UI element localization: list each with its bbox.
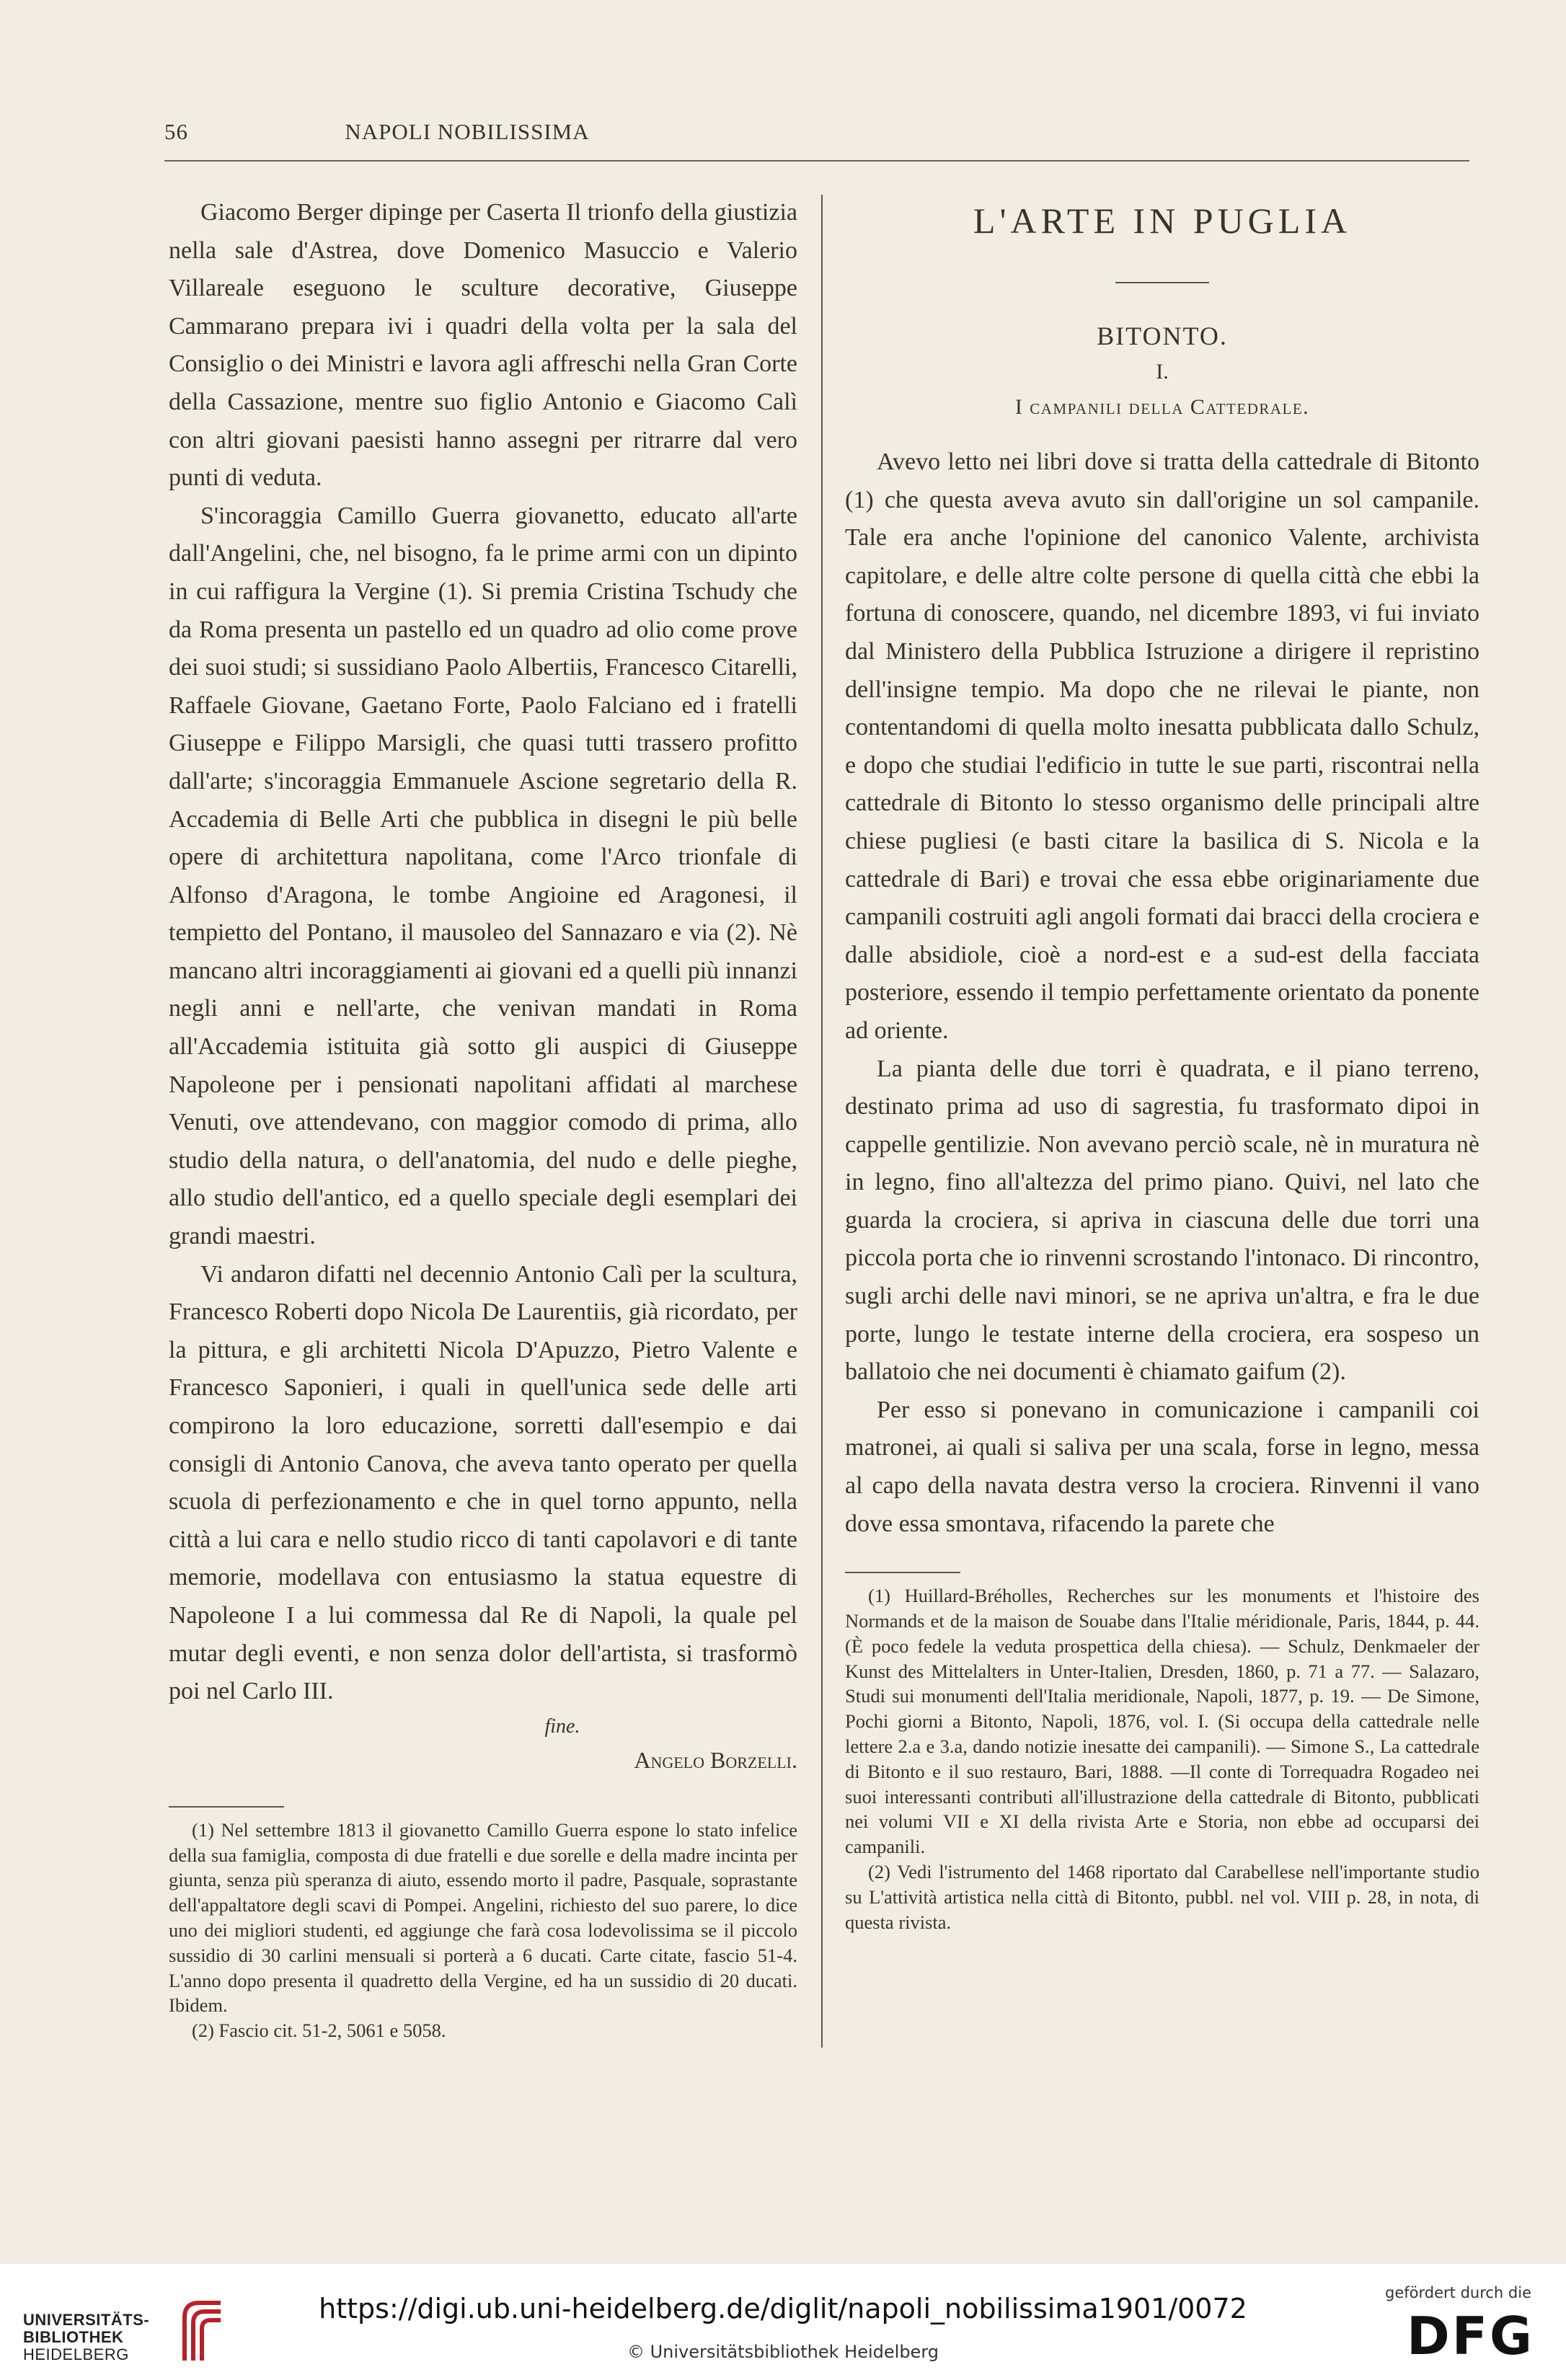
article-title: L'ARTE IN PUGLIA: [973, 200, 1352, 241]
right-paragraph-3: Per esso si ponevano in comunicazione i campanili coi matronei, ai quali si saliva per una scala, forse in legno, messa al capo della navata destra verso la crociera. Rinvenni il vano dove essa smontava, rifacendo la parete che: [845, 1396, 1479, 1537]
footnote-rule: [845, 1572, 960, 1573]
right-paragraph-1: Avevo letto nei libri dove si tratta della cattedrale di Bitonto (1) che questa aveva avuto sin dall'origine un sol campanile. Tale era anche l'opinione del canonico Valente, archivista capitolare, e delle altre colte persone di quella città che ebbi la fortuna di conoscere, quando, nel dicembre 1893, vi fui inviato dal Ministero della Pubblica Istruzione a dirigere il repristino dell'insigne tempio. Ma dopo che ne rilevai le piante, non contentandomi di quella molto inesatta pubblicata dallo Schulz, e dopo che studiai l'edificio in tutte le sue parti, riscontrai nella cattedrale di Bitonto lo stesso organismo delle principali altre chiese pugliesi (e basti citare la basilica di S. Nicola e la cattedrale di Bari) e trovai che essa ebbe originariamente due campanili costruiti agli angoli formati dai bracci della crociera e dalle absidiole, cioè a nord-est e a sud-est della facciata posteriore, essendo il tempio perfettamente orientato da ponente ad oriente.: [845, 448, 1479, 1044]
footnote-rule: [169, 1806, 284, 1808]
left-paragraph-3: Vi andaron difatti nel decennio Antonio Calì per la scultura, Francesco Roberti dopo Nicola De Laurentiis, già ricordato, per la pittura, e gli architetti Nicola D'Apuzzo, Pietro Valente e Francesco Saponieri, i quali in quell'unica sede delle arti compirono la loro educazione, sorretti dall'esempio e dai consigli di Antonio Canova, che aveva tanto operato per quella scuola di perfezionamento e che in quel torno appunto, nella città a lui cara e nello studio ricco di tanti capolavori e di tante memorie, modellava con entusiasmo la statua equestre di Napoleone I a lui commessa dal Re di Napoli, la quale pel mutar degli eventi, e non senza dolor dell'artista, si trasformò poi nel Carlo III.: [169, 1260, 797, 1705]
right-column: [845, 194, 1479, 1934]
section-title: I campanili della Cattedrale.: [1014, 395, 1310, 419]
permalink-url[interactable]: https://digi.ub.uni-heidelberg.de/diglit/napoli_nobilissima1901/0072: [319, 2293, 1247, 2324]
right-footnote-1: (1) Huillard-Bréholles, Recherches sur les monuments et l'histoire des Normands et de la maison de Souabe dans l'Italie méridionale, Paris, 1844, p. 44. (È poco fedele la veduta prospettica della chiesa). — Schulz, Denkmaeler der Kunst des Mittelalters in Unter-Italien, Dresden, 1860, p. 71 a 77. — Salazaro, Studi sui monumenti dell'Italia meridionale, Napoli, 1877, p. 19. — De Simone, Pochi giorni a Bitonto, Napoli, 1876, vol. I. (Si occupa della cattedrale nelle lettere 2.a e 3.a, dando notizie inesatte dei campanili). — Simone S., La cattedrale di Bitonto e il suo restauro, Bari, 1888. —Il conte di Torrequadra Rogadeo nei suoi interessanti contributi all'illustrazione della cattedrale di Bitonto, pubblicati nei volumi VII e XI della rivista Arte e Storia, non ebbe ad occuparsi dei campanili.: [845, 1585, 1479, 1858]
left-paragraph-1: Giacomo Berger dipinge per Caserta Il trionfo della giustizia nella sale d'Astrea, dove Domenico Masuccio e Valerio Villareale eseguono le sculture decorative, Giuseppe Cammarano prepara ivi i quadri della volta per la sala del Consiglio o dei Ministri e lavora agli affreschi nella Gran Corte della Cassazione, mentre suo figlio Antonio e Giacomo Calì con altri giovani paesisti hanno assegni per ritrarre dal vero punti di veduta.: [169, 199, 797, 492]
title-rule: [1115, 282, 1209, 283]
journal-title: NAPOLI NOBILISSIMA: [345, 119, 590, 144]
right-footnote-2: (2) Vedi l'istrumento del 1468 riportato dal Carabellese nell'importante studio su L'attività artistica nella città di Bitonto, pubbl. nel vol. VIII p. 28, in nota, di questa rivista.: [845, 1860, 1479, 1933]
left-column: [169, 194, 797, 2043]
column-divider: [821, 195, 823, 2048]
article-subtitle: BITONTO.: [1097, 322, 1228, 350]
dfg-logo[interactable]: DFG: [1406, 2306, 1534, 2366]
library-line-3: HEIDELBERG: [23, 2345, 129, 2363]
page-number: 56: [164, 119, 188, 144]
library-footer: [0, 2264, 1566, 2380]
funding-note: gefördert durch die: [1385, 2284, 1531, 2301]
right-paragraph-2: La pianta delle due torri è quadrata, e il piano terreno, destinato prima ad uso di sagrestia, fu trasformato dipoi in cappelle gentilizie. Non avevano perciò scale, nè in muratura nè in legno, fino all'altezza del primo piano. Quivi, nel lato che guarda la crociera, si apriva in ciascuna delle due torri una piccola porta che io rinvenni scrostando l'intonaco. Di rincontro, sugli archi delle navi minori, se ne apriva un'altra, e fra le due porte, lungo le testate interne della crociera, era sospeso un ballatoio che nei documenti è chiamato gaifum (2).: [845, 1055, 1479, 1386]
left-footnote-1: (1) Nel settembre 1813 il giovanetto Camillo Guerra espone lo stato infelice della sua famiglia, composta di due fratelli e due sorelle e della madre incinta per giunta, senza più speranza di aiuto, essendo morto il padre, Pasquale, soprastante dell'appaltatore degli scavi di Pompei. Angelini, richiesto del suo parere, lo dice uno dei migliori studenti, ed aggiunge che farà cosa lodevolissima se il piccolo sussidio di 30 carlini mensuali si porterà a 6 ducati. Carte citate, fascio 51-4. L'anno dopo presenta il quadretto della Vergine, ed ha un sussidio di 20 ducati. Ibidem.: [169, 1818, 797, 2017]
running-header: [164, 119, 1469, 148]
library-line-2: BIBLIOTHEK: [23, 2328, 124, 2346]
library-line-1: UNIVERSITÄTS-: [23, 2311, 150, 2329]
left-footnote-2: (2) Fascio cit. 51-2, 5061 e 5058.: [192, 2020, 446, 2042]
left-footnotes: [169, 1818, 797, 2043]
fine-note: fine.: [544, 1715, 580, 1738]
left-paragraph-2: S'incoraggia Camillo Guerra giovanetto, educato all'arte dall'Angelini, che, nel bisogno, fa le prime armi con un dipinto in cui raffigura la Vergine (1). Si premia Cristina Tschudy che da Roma presenta un pastello ed un quadro ad olio come prove dei suoi studi; si sussidiano Paolo Albertiis, Francesco Citarelli, Raffaele Giovane, Gaetano Forte, Paolo Falciano ed i fratelli Giuseppe e Filippo Marsigli, che quasi tutti trassero profitto dall'arte; s'incoraggia Emmanuele Ascione segretario della R. Accademia di Belle Arti che pubblica in disegni le più belle opere di architettura napolitana, come l'Arco trionfale di Alfonso d'Aragona, le tombe Angioine ed Aragonesi, il tempietto del Pontano, il mausoleo del Sannazaro e via (2). Nè mancano altri incoraggiamenti ai giovani ed a quelli più innanzi negli anni e nell'arte, che venivan mandati in Roma all'Accademia istituita già sotto gli auspici di Giuseppe Napoleone per i pensionati napolitani affidati al marchese Venuti, ove attendevano, con maggior comodo di prima, allo studio della natura, o dell'anatomia, del nudo e delle pieghe, allo studio dell'antico, ed a quello speciale degli esemplari dei grandi maestri.: [169, 502, 797, 1250]
author-signature: Angelo Borzelli.: [634, 1746, 797, 1773]
section-number: I.: [1156, 360, 1169, 384]
right-footnotes: [845, 1583, 1479, 1934]
header-rule: [164, 160, 1469, 162]
copyright-notice: © Universitätsbibliothek Heidelberg: [627, 2342, 939, 2362]
